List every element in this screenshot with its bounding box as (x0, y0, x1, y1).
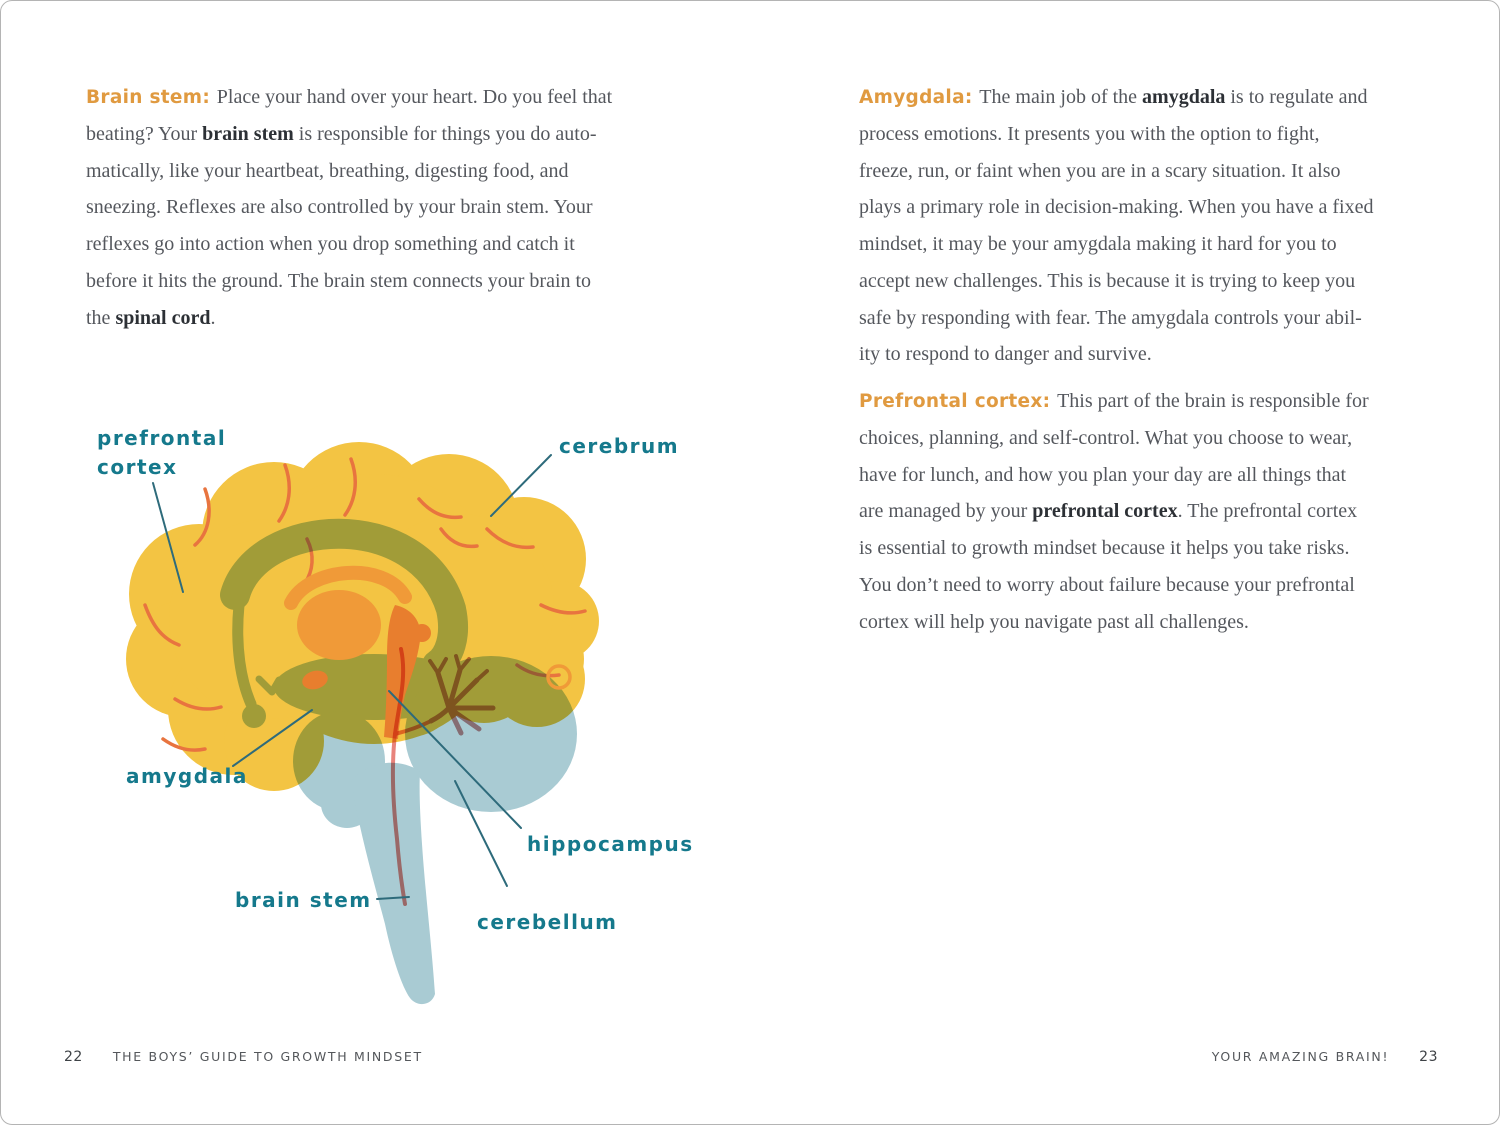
text-segment: mindset, it may be your amygdala making it hard for you to (859, 233, 1337, 255)
text-line (86, 189, 612, 226)
text-segment: safe by responding with fear. The amygdala controls your abil- (859, 306, 1362, 329)
text-segment: choices, planning, and self-control. What you choose to wear, (859, 426, 1353, 449)
brain-diagram (89, 409, 714, 1009)
left-page-footer (64, 1049, 423, 1065)
text-segment: . (210, 306, 216, 329)
thalamus-shape (297, 590, 381, 660)
text-line (859, 263, 1373, 300)
text-line (859, 530, 1369, 567)
prefrontal-cortex-paragraph (859, 383, 1369, 640)
left-running-title: THE BOYS’ GUIDE TO GROWTH MINDSET (112, 1049, 423, 1064)
text-line (859, 300, 1373, 337)
text-line (859, 336, 1373, 373)
page-right (751, 1, 1500, 1124)
text-line (86, 153, 612, 190)
right-running-title: YOUR AMAZING BRAIN! (1211, 1049, 1390, 1064)
brain-stem-paragraph (86, 79, 612, 336)
text-segment: prefrontal cortex (1032, 500, 1178, 523)
text-segment: cortex will help you navigate past all challenges. (859, 610, 1249, 633)
label-prefrontal-cortex: prefrontal (97, 426, 227, 450)
text-segment: plays a primary role in decision-making. When you have a fixed (859, 196, 1374, 219)
label-prefrontal-cortex-line2: cortex (97, 455, 178, 479)
text-segment: sneezing. Reflexes are also controlled by your brain stem. Your (86, 196, 593, 219)
text-segment: beating? Your (86, 122, 203, 145)
text-line (859, 567, 1369, 604)
label-cerebrum: cerebrum (559, 434, 680, 458)
text-segment: have for lunch, and how you plan your day are all things that (859, 463, 1347, 486)
amygdala-paragraph (859, 79, 1373, 373)
text-segment: accept new challenges. This is because it is trying to keep you (859, 269, 1356, 292)
text-segment: Place your hand over your heart. Do you feel that (216, 86, 613, 108)
text-line (859, 383, 1369, 420)
text-segment: is essential to growth mindset because it helps you take risks. (859, 537, 1350, 559)
text-line (859, 604, 1369, 641)
page-left (1, 1, 751, 1124)
text-line (859, 493, 1369, 530)
text-segment: are managed by your (859, 500, 1033, 523)
label-amygdala: amygdala (126, 764, 248, 788)
label-cerebellum: cerebellum (477, 910, 618, 934)
label-brain-stem: brain stem (235, 888, 372, 912)
text-segment: process emotions. It presents you with the option to fight, (859, 122, 1320, 145)
text-segment: matically, like your heartbeat, breathing, digesting food, and (86, 159, 569, 182)
right-page-footer (1212, 1049, 1438, 1065)
left-page-number: 22 (64, 1049, 83, 1065)
text-segment: freeze, run, or faint when you are in a scary situation. It also (859, 159, 1341, 182)
text-segment: is responsible for things you do auto- (293, 122, 597, 145)
text-segment: Prefrontal cortex: (859, 391, 1058, 412)
text-segment: brain stem (202, 122, 294, 145)
text-line (859, 457, 1369, 494)
text-segment: Amygdala: (859, 87, 980, 108)
text-line (86, 226, 612, 263)
text-line (859, 189, 1373, 226)
text-line (86, 263, 612, 300)
text-segment: The main job of the (979, 86, 1143, 108)
pineal-knob-shape (413, 624, 431, 642)
text-segment: This part of the brain is responsible for (1057, 390, 1369, 412)
text-segment: spinal cord (115, 306, 211, 329)
text-line (859, 420, 1369, 457)
text-line (86, 116, 612, 153)
text-segment: reflexes go into action when you drop something and catch it (86, 233, 575, 255)
text-line (859, 226, 1373, 263)
text-segment: is to regulate and (1225, 86, 1368, 108)
text-line (859, 153, 1373, 190)
text-line (859, 79, 1373, 116)
text-segment: Brain stem: (86, 87, 217, 108)
text-segment: the (86, 306, 116, 329)
text-segment: amygdala (1142, 86, 1226, 108)
text-line (86, 300, 612, 337)
text-segment: ity to respond to danger and survive. (859, 343, 1152, 366)
text-segment: before it hits the ground. The brain stem connects your brain to (86, 269, 592, 292)
mammillary-body-shape (242, 704, 266, 728)
text-line (86, 79, 612, 116)
label-hippocampus: hippocampus (527, 832, 694, 856)
text-line (859, 116, 1373, 153)
right-page-number: 23 (1419, 1049, 1438, 1065)
text-segment: . The prefrontal cortex (1177, 500, 1358, 523)
text-segment: You don’t need to worry about failure because your prefrontal (859, 573, 1355, 596)
